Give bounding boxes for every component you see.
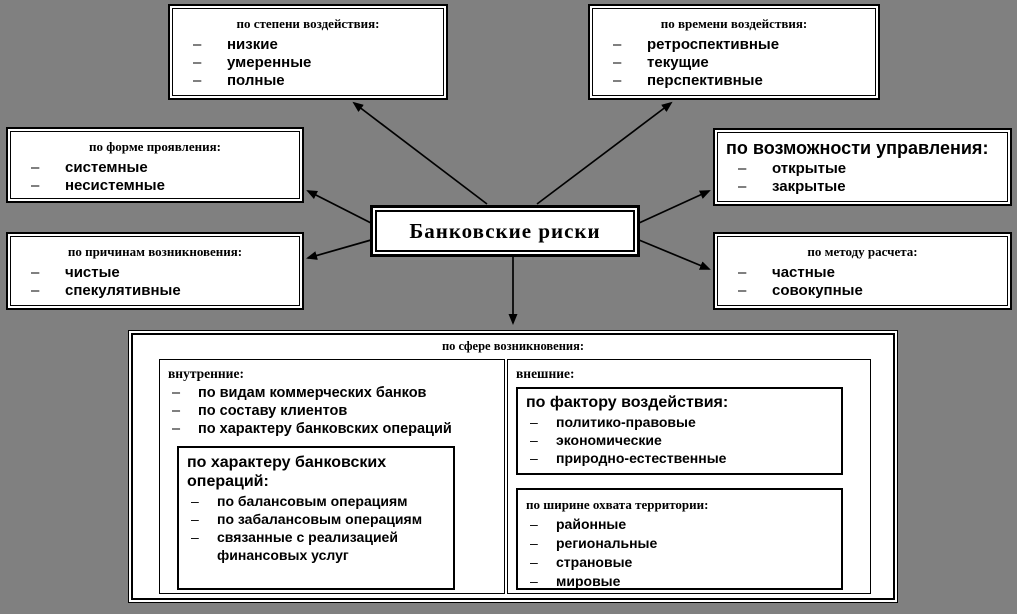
box-time-title: по времени воздействия:: [660, 16, 808, 31]
list-item: – районные: [518, 515, 841, 534]
box-internal: [159, 359, 505, 594]
box-operations: [177, 446, 455, 590]
box-method: [713, 232, 1012, 310]
list-item: – низкие: [173, 36, 443, 54]
box-method-title: по методу расчета:: [807, 244, 918, 259]
list-item: – страновые: [518, 553, 841, 572]
box-factor-title: по фактору воздействия:: [526, 394, 729, 411]
list-item: – политико-правовые: [518, 413, 841, 431]
box-external-title: внешние:: [516, 366, 575, 381]
list-item: – полные: [173, 72, 443, 90]
box-management-title: по возможности управления:: [726, 138, 989, 158]
box-sphere-title: по сфере возникновения:: [441, 339, 585, 353]
box-factor: [516, 387, 843, 475]
box-causes: [6, 232, 304, 310]
list-item: – по балансовым операциям: [179, 492, 453, 510]
list-item: – системные: [11, 159, 299, 177]
list-item: – спекулятивные: [11, 282, 299, 300]
list-item: – совокупные: [718, 282, 1007, 300]
box-form-title: по форме проявления:: [89, 139, 221, 154]
list-item: – закрытые: [718, 178, 1007, 196]
list-item: – текущие: [593, 54, 875, 72]
list-item: – природно-естественные: [518, 449, 841, 467]
list-item: – частные: [718, 264, 1007, 282]
center-box-title: Банковские риски: [409, 218, 601, 243]
list-item: – несистемные: [11, 177, 299, 195]
list-item: – экономические: [518, 431, 841, 449]
list-item: – по видам коммерческих банков: [160, 384, 504, 402]
list-item: – умеренные: [173, 54, 443, 72]
list-item: – чистые: [11, 264, 299, 282]
box-management: [713, 128, 1012, 206]
box-operations-title: по характеру банковских операций:: [187, 454, 387, 490]
list-item: – связанные с реализацией финансовых услуг: [179, 528, 453, 564]
list-item: – перспективные: [593, 72, 875, 90]
center-box: [370, 205, 640, 257]
box-degree: [168, 4, 448, 100]
box-internal-title: внутренние:: [168, 366, 244, 381]
list-item: – по характеру банковских операций: [160, 420, 504, 438]
box-degree-title: по степени воздействия:: [236, 16, 380, 31]
list-item: – открытые: [718, 160, 1007, 178]
box-territory: [516, 488, 843, 590]
list-item: – региональные: [518, 534, 841, 553]
box-sphere: [128, 330, 898, 603]
box-external: [507, 359, 871, 594]
list-item: – ретроспективные: [593, 36, 875, 54]
list-item: – мировые: [518, 572, 841, 591]
list-item: – по забалансовым операциям: [179, 510, 453, 528]
box-territory-title: по ширине охвата территории:: [526, 497, 709, 512]
box-causes-title: по причинам возникновения:: [67, 244, 243, 259]
box-form: [6, 127, 304, 203]
box-time: [588, 4, 880, 100]
list-item: – по составу клиентов: [160, 402, 504, 420]
